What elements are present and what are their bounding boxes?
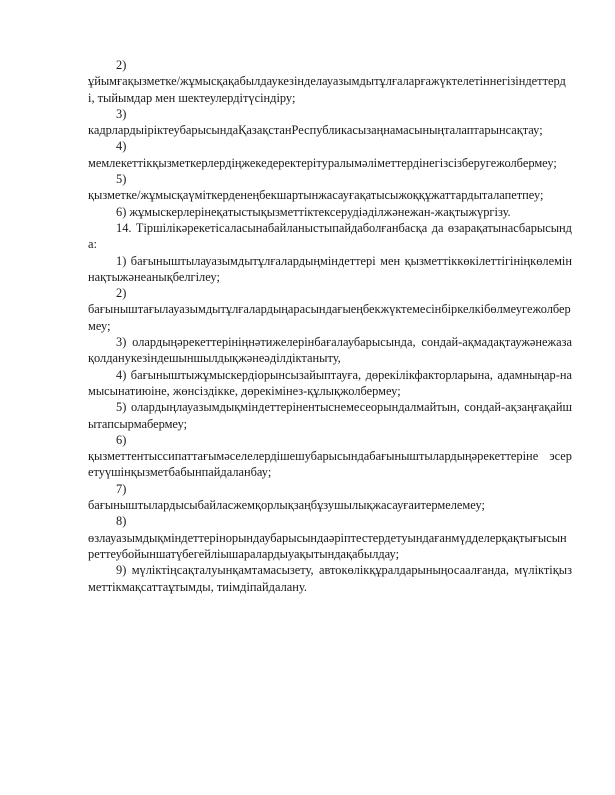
paragraph-sub-8-text: өзлауазымдықміндеттерінорындаубарысындаәріптестердетуындағанмүдделерқақтығысынреттеубойыншатүбегейліышаралардыуақытындақабылдау; [88, 530, 567, 561]
paragraph-sub-6-text: қызметтентыссипаттағымәселелердішешубарысындабағыныштылардыңәрекеттеріне эсер етуүшінқызметбабынпайдаланбау; [88, 449, 572, 480]
paragraph-sub-6-number: 6) [116, 432, 127, 447]
paragraph-sub-9: 9) мүліктіңсақталуынқамтамасызету, автокөлікқұралдарыныңосаалғанда, мүліктіқызметтікмақсаттаұтымды, тиімдіпайдалану. [88, 563, 572, 594]
paragraph-item-2-number: 2) [116, 58, 127, 72]
paragraph-sub-8-number: 8) [116, 514, 127, 529]
paragraph-sub-7-number: 7) [116, 481, 127, 496]
paragraph-item-3-number: 3) [116, 106, 127, 121]
paragraph-item-4-number: 4) [116, 139, 127, 154]
paragraph-section-14: 14. Тіршілікәрекетісаласынабайланыстыпайдаболғанбасқа да өзарақатынасбарысында: [88, 220, 572, 252]
paragraph-sub-3: 3) олардыңәрекеттерініңнәтижелерінбағалаубарысында, сондай-ақмадақтаужәнежазақолданукезіндешыншылдықжәнеәділдіктаныту, [88, 335, 572, 366]
paragraph-sub-2-number: 2) [116, 286, 127, 301]
paragraph-sub-5: 5) олардыңлауазымдықміндеттерінентыснемесеорындалмайтын, сондай-ақзаңғақайшытапсырмабермеу; [88, 400, 572, 431]
paragraph-item-5-text: қызметке/жұмысқаүміткерденеңбекшартынжасауғақатысыжоққұжаттардыталапетпеу; [88, 188, 544, 203]
paragraph-item-3-text: кадрлардыіріктеубарысындаҚазақстанРеспубликасызаңнамасыныңталаптарынсақтау; [88, 123, 543, 138]
paragraph-item-6: 6) жұмыскерлерінеқатыстықызметтіктексерудіәділжәнежан-жақтыжүргізу. [116, 204, 511, 219]
paragraph-sub-4: 4) бағыныштыжұмыскердіорынсызайыптауға, дөрекілікфакторларына, адамныңар-намысынатиюіне, жөнсіздікке, дөрекімінез-құлықжолбермеу; [88, 367, 572, 398]
paragraph-item-4-text: мемлекеттікқызметкерлердіңжекедеректерітуралымәліметтердінегізсізберугежолбермеу; [88, 155, 557, 170]
paragraph-item-5-number: 5) [116, 172, 127, 187]
paragraph-sub-2-text: бағыныштағылауазымдытұлғалардыңарасындағыеңбекжүктемесінбіркелкібөлмеугежолбермеу; [88, 302, 571, 333]
document-text [88, 57, 572, 595]
paragraph-sub-1: 1) бағыныштылауазымдытұлғалардыңміндеттері мен қызметтіккөкілеттігініңкөлеміннақтыжәнеанықбелгілеу; [88, 253, 572, 284]
paragraph-sub-7-text: бағыныштылардысыбайласжемқорлықзаңбұзушылықжасауғаитермелемеу; [88, 498, 485, 513]
paragraph-item-2-text: ұйымғақызметке/жұмысқақабылдаукезінделауазымдытұлғаларғажүктелетіннегізіндеттерді, тыйымдар мен шектеулердітүсіндіру; [88, 74, 566, 105]
